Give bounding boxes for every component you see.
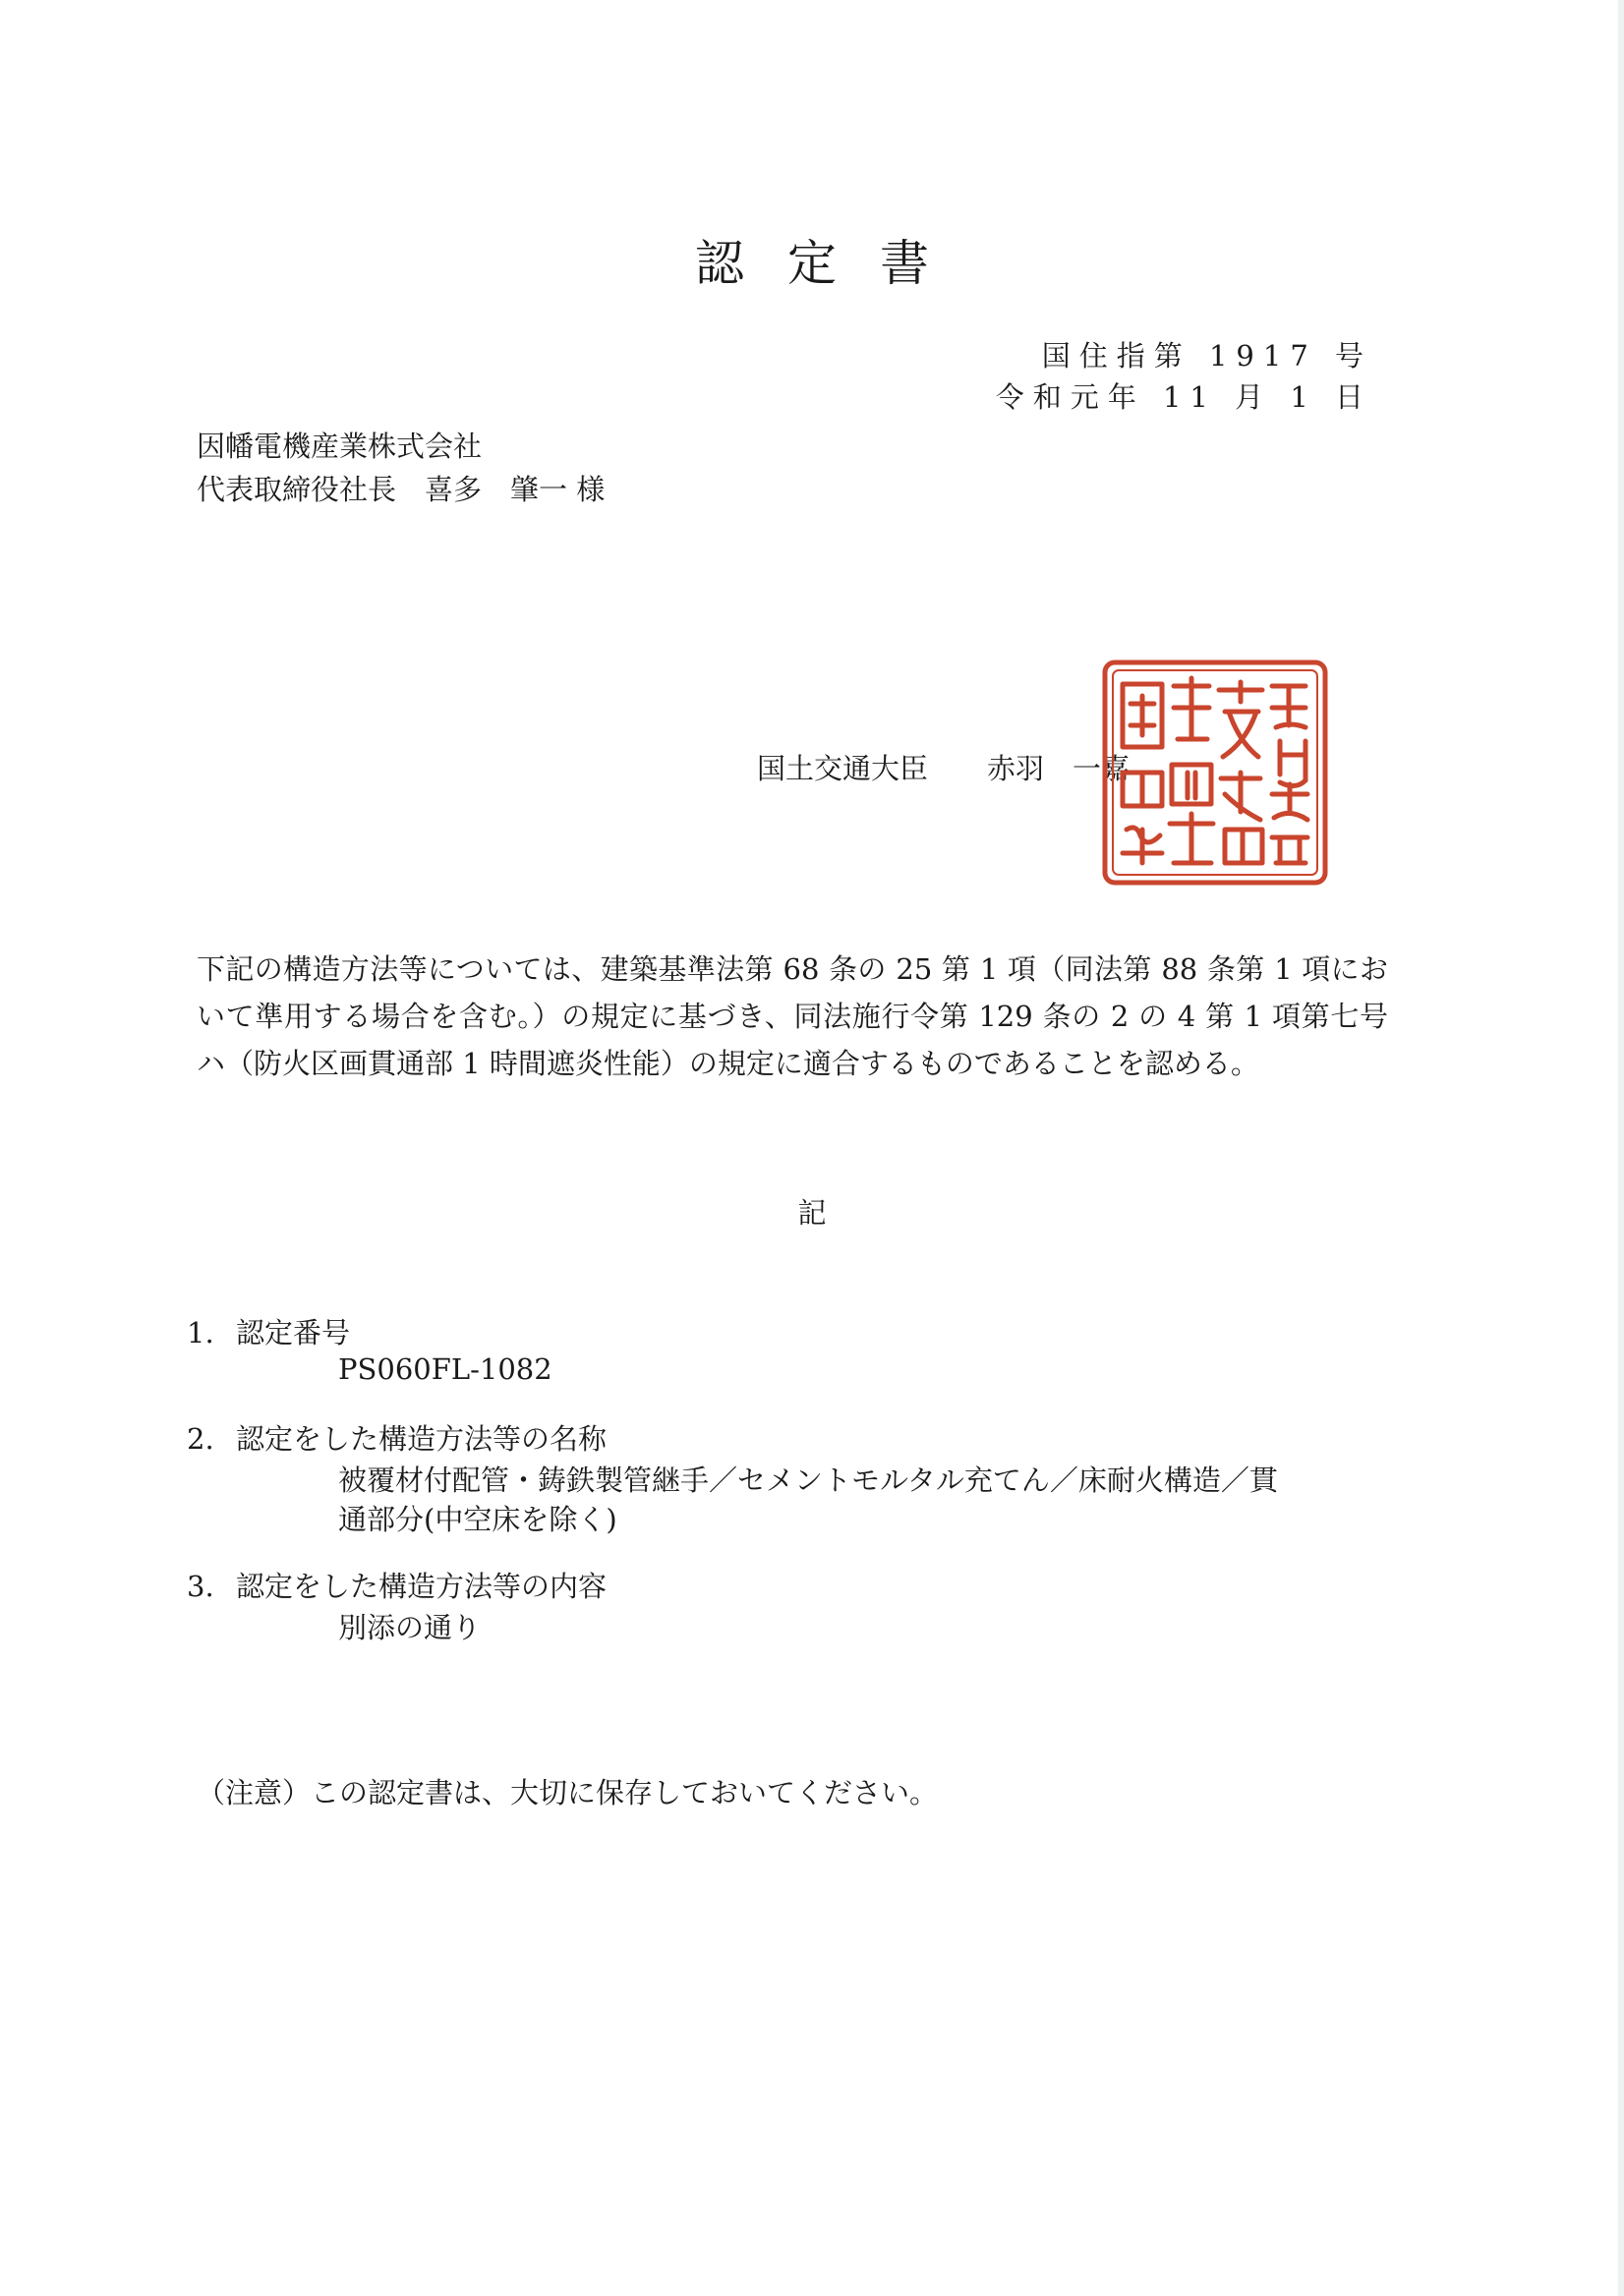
method-name-line: 被覆材付配管・鋳鉄製管継手／セメントモルタル充てん／床耐火構造／貫 <box>338 1464 1278 1497</box>
seal-glyph-3 <box>1219 682 1262 757</box>
ki-heading: 記 <box>797 1196 827 1230</box>
item-number: 2. <box>187 1422 214 1456</box>
certification-statement: 下記の構造方法等については、建築基準法第 68 条の 25 第 1 項（同法第 88 条第 1 項において準用する場合を含む。）の規定に基づき、同法施行令第 129 条の 2 の 4 第 1 項第七号ハ（防火区画貫通部 1 時間遮炎性能）の規定に適合するものであることを認める。 <box>197 952 1388 1080</box>
seal-glyph-6 <box>1170 765 1213 863</box>
seal-glyph-7 <box>1123 684 1162 747</box>
seal-glyph-1 <box>1272 686 1305 786</box>
seal-glyph-8 <box>1123 773 1162 863</box>
official-seal <box>1099 657 1331 889</box>
item-number: 3. <box>187 1570 214 1603</box>
seal-glyph-5 <box>1174 678 1209 739</box>
method-name-line: 通部分(中空床を除く) <box>338 1503 617 1536</box>
scan-edge <box>1618 0 1624 2296</box>
issuer <box>757 747 1130 787</box>
item-heading-text: 認定番号 <box>236 1316 351 1349</box>
item-heading <box>187 1311 350 1351</box>
document-title: 認定書 <box>695 235 972 292</box>
item-heading-text: 認定をした構造方法等の名称 <box>236 1422 608 1456</box>
seal-glyph-4 <box>1221 773 1262 863</box>
method-content: 別添の通り <box>338 1611 482 1644</box>
document-number: 国住指第 1917 号 <box>1041 339 1372 373</box>
item-number: 1. <box>187 1316 214 1349</box>
addressee-representative: 代表取締役社長 喜多 肇一 様 <box>197 473 606 506</box>
caution-note: （注意）この認定書は、大切に保存しておいてください。 <box>197 1776 939 1809</box>
issuer-position: 国土交通大臣 <box>757 752 929 785</box>
item-heading <box>187 1417 607 1458</box>
item-heading <box>187 1565 607 1605</box>
document-date: 令和元年 11 月 1 日 <box>995 380 1372 414</box>
issuer-name: 赤羽 一嘉 <box>987 752 1131 785</box>
addressee-company: 因幡電機産業株式会社 <box>197 430 483 463</box>
certification-number: PS060FL-1082 <box>338 1352 552 1386</box>
seal-glyph-2 <box>1272 784 1307 863</box>
item-heading-text: 認定をした構造方法等の内容 <box>236 1570 608 1603</box>
